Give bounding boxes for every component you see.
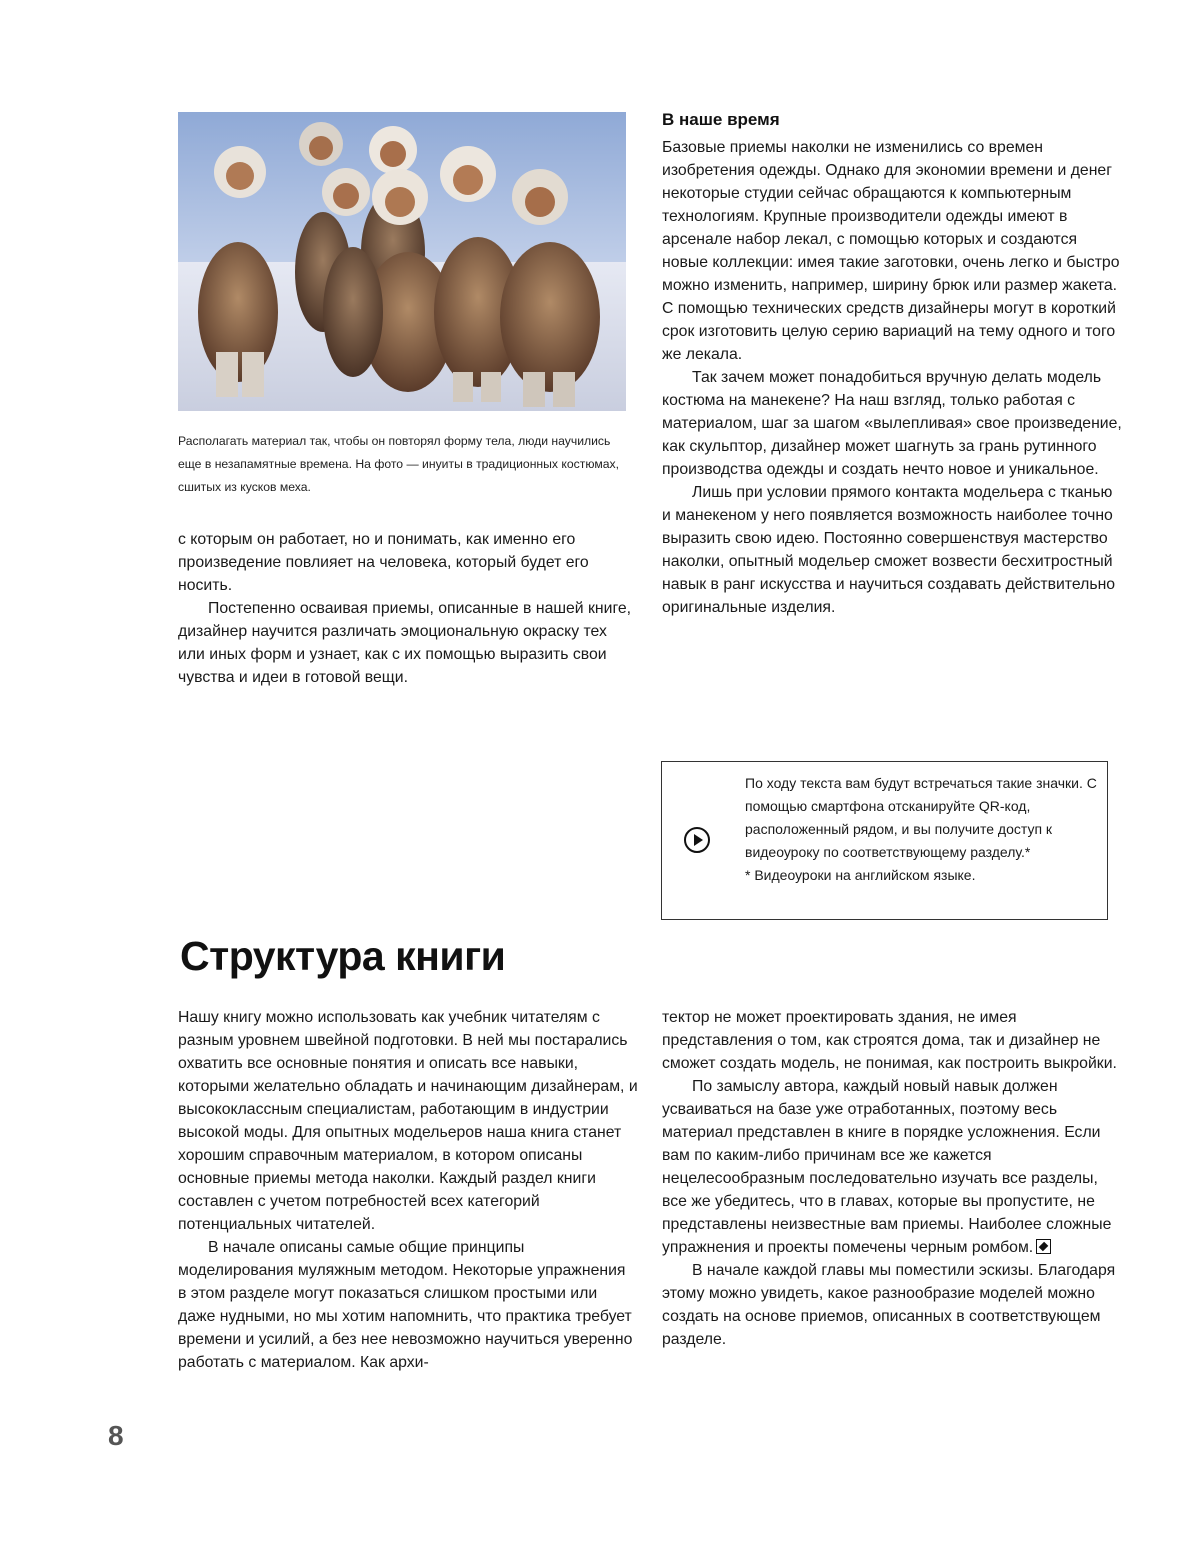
- photo-illustration: [178, 112, 626, 411]
- right-column-bottom: [662, 1006, 1122, 1351]
- video-note-box: [661, 761, 1108, 920]
- note-body: По ходу текста вам будут встречаться такие значки. С помощью смартфона отсканируйте QR-код, расположенный рядом, и вы получите доступ к видеоуроку по соответствующему разделу.*: [745, 775, 1097, 860]
- paragraph: с которым он работает, но и понимать, как именно его произведение повлияет на человека, который будет его носить.: [178, 531, 589, 594]
- paragraph: Так зачем может понадобиться вручную делать модель костюма на манекене? На наш взгляд, только работая с материалом, шаг за шагом «вылепливая» свое произведение, как скульптор, дизайнер может шагнуть за грань рутинного производства одежды и создать нечто новое и уникальное.: [662, 369, 1122, 478]
- paragraph: В начале описаны самые общие принципы моделирования муляжным методом. Некоторые упражнения в этом разделе могут показаться слишком простыми или даже нудными, но мы хотим напомнить, что практика требует времени и усилий, а без нее невозможно научиться уверенно работать с материалом. Как архи-: [178, 1239, 633, 1371]
- paragraph-text: По замыслу автора, каждый новый навык должен усваиваться на базе уже отработанных, поэтому весь материал представлен в книге в порядке усложнения. Если вам по каким-либо причинам все же кажется нецелесообразным последовательно изучать все разделы, все же убедитесь, что в главах, которые вы пропустите, не представлены неизвестные вам приемы. Наиболее сложные упражнения и проекты помечены черным ромбом.: [662, 1078, 1112, 1256]
- section-title: Структура книги: [180, 933, 506, 979]
- photo-caption: Располагать материал так, чтобы он повторял форму тела, люди научились еще в незапамятные времена. На фото — инуиты в традиционных костюмах, сшитых из кусков меха.: [178, 434, 619, 494]
- inuit-photo: [178, 112, 626, 411]
- paragraph: В начале каждой главы мы поместили эскизы. Благодаря этому можно увидеть, какое разнообразие моделей можно создать на основе приемов, описанных в соответствующем разделе.: [662, 1262, 1116, 1348]
- note-text: [745, 772, 1100, 887]
- paragraph: Базовые приемы наколки не изменились со времен изобретения одежды. Однако для экономии времени и денег некоторые студии сейчас обращаются к компьютерным технологиям. Крупные производители одежды имеют в арсенале набор лекал, с помощью которых и создаются новые коллекции: имея такие заготовки, очень легко и быстро можно изменить, например, ширину брюк или размер жакета. С помощью технических средств дизайнеры могут в короткий срок изготовить целую серию вариаций на тему одного и того же лекала.: [662, 139, 1120, 363]
- black-diamond-icon: [1036, 1239, 1051, 1254]
- subsection-heading: В наше время: [662, 110, 780, 129]
- left-column-bottom: [178, 1006, 638, 1374]
- left-column-top: [178, 528, 636, 689]
- page-number: 8: [108, 1420, 124, 1451]
- paragraph: Лишь при условии прямого контакта модельера с тканью и манекеном у него появляется возможность наиболее точно выразить свою идею. Постоянно совершенствуя мастерство наколки, опытный модельер сможет возвести бесхитростный навык в ранг искусства и научиться создавать действительно оригинальные изделия.: [662, 484, 1116, 616]
- play-circle-icon: [683, 826, 711, 854]
- paragraph: Нашу книгу можно использовать как учебник читателям с разным уровнем швейной подготовки. В ней мы постарались охватить все основные понятия и описать все навыки, которыми желательно обладать и начинающим дизайнерам, и высококлассным специалистам, работающим в индустрии высокой моды. Для опытных модельеров наша книга станет хорошим справочным материалом, в котором описаны основные приемы метода наколки. Каждый раздел книги составлен с учетом потребностей всех категорий потенциальных читателей.: [178, 1009, 638, 1233]
- paragraph: [662, 1075, 1122, 1259]
- note-footnote: * Видеоуроки на английском языке.: [745, 867, 976, 883]
- right-column-top: [662, 108, 1122, 619]
- paragraph: тектор не может проектировать здания, не имея представления о том, как строятся дома, так и дизайнер не сможет создать модель, не понимая, как построить выкройки.: [662, 1009, 1117, 1072]
- paragraph: Постепенно осваивая приемы, описанные в нашей книге, дизайнер научится различать эмоциональную окраску тех или иных форм и узнает, как с их помощью выразить свои чувства и идеи в готовой вещи.: [178, 600, 632, 686]
